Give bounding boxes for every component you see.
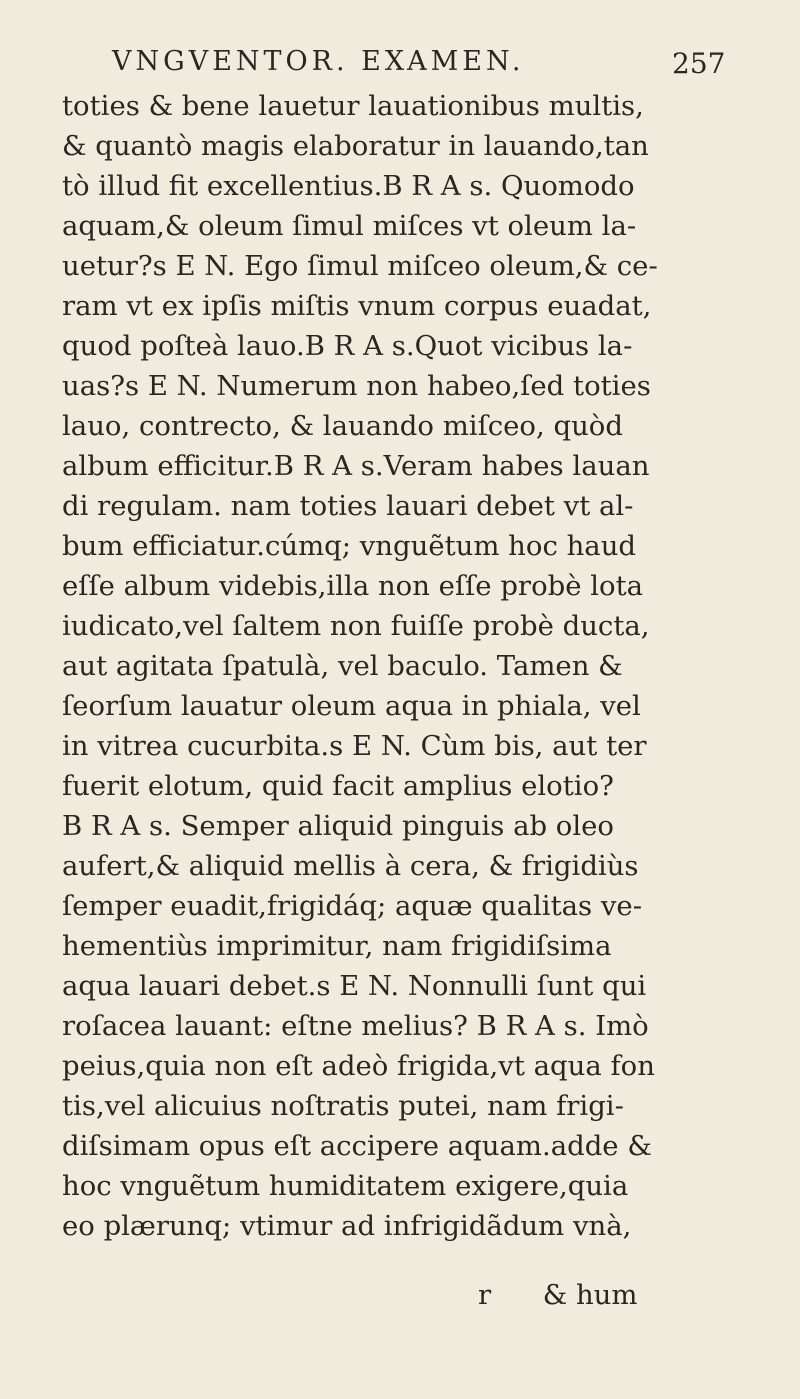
text-line: roſacea lauant: eſtne melius? B R A s. Imò [62,1010,649,1042]
catchword-line [478,1275,637,1315]
page-number: 257 [672,47,726,80]
text-line: diſsimam opus eſt accipere aquam.adde & [62,1130,652,1162]
text-line: peius,quia non eſt adeò frigida,vt aqua fon [62,1050,655,1082]
text-line: album efficitur.B R A s.Veram habes lauan [62,450,650,482]
text-line: eſſe album videbis,illa non eſſe probè lota [62,570,644,602]
text-line: eo plærunq; vtimur ad infrigidãdum vnà, [62,1210,632,1242]
text-line: iudicato,vel ſaltem non fuiſſe probè ducta, [62,610,650,642]
running-title: VNGVENTOR. EXAMEN. [112,46,525,77]
text-line: di regulam. nam toties lauari debet vt al- [62,490,634,522]
text-line: & quantò magis elaboratur in lauando,tan [62,130,649,162]
text-line: hementiùs imprimitur, nam frigidiſsima [62,930,612,962]
text-line: quod poſteà lauo.B R A s.Quot vicibus la- [62,330,633,362]
text-line: ram vt ex ipſis miſtis vnum corpus euadat, [62,290,652,322]
catchword: & hum [542,1279,638,1311]
text-line: aqua lauari debet.s E N. Nonnulli ſunt qui [62,970,647,1002]
text-line: uas?s E N. Numerum non habeo,ſed toties [62,370,651,402]
signature-mark: r [478,1279,492,1311]
text-line: bum efficiatur.cúmq; vnguẽtum hoc haud [62,530,637,562]
text-line: tò illud fit excellentius.B R A s. Quomodo [62,170,635,202]
text-line: fuerit elotum, quid facit amplius elotio? [62,770,614,802]
text-line: aufert,& aliquid mellis à cera, & frigidiùs [62,850,639,882]
running-head [0,40,800,80]
text-line: uetur?s E N. Ego ſimul miſceo oleum,& ce- [62,250,658,282]
text-line: in vitrea cucurbita.s E N. Cùm bis, aut ter [62,730,647,762]
text-line: ſeorſum lauatur oleum aqua in phiala, vel [62,690,641,722]
text-line: toties & bene lauetur lauationibus multis, [62,90,644,122]
text-line: lauo, contrecto, & lauando miſceo, quòd [62,410,623,442]
text-line: hoc vnguẽtum humiditatem exigere,quia [62,1170,629,1202]
body-text [62,86,742,1246]
text-line: aquam,& oleum ſimul miſces vt oleum la- [62,210,637,242]
text-line: ſemper euadit,frigidáq; aquæ qualitas ve- [62,890,642,922]
text-line: aut agitata ſpatulà, vel baculo. Tamen & [62,650,623,682]
text-line: tis,vel alicuius noſtratis putei, nam frigi- [62,1090,624,1122]
text-line: B R A s. Semper aliquid pinguis ab oleo [62,810,614,842]
